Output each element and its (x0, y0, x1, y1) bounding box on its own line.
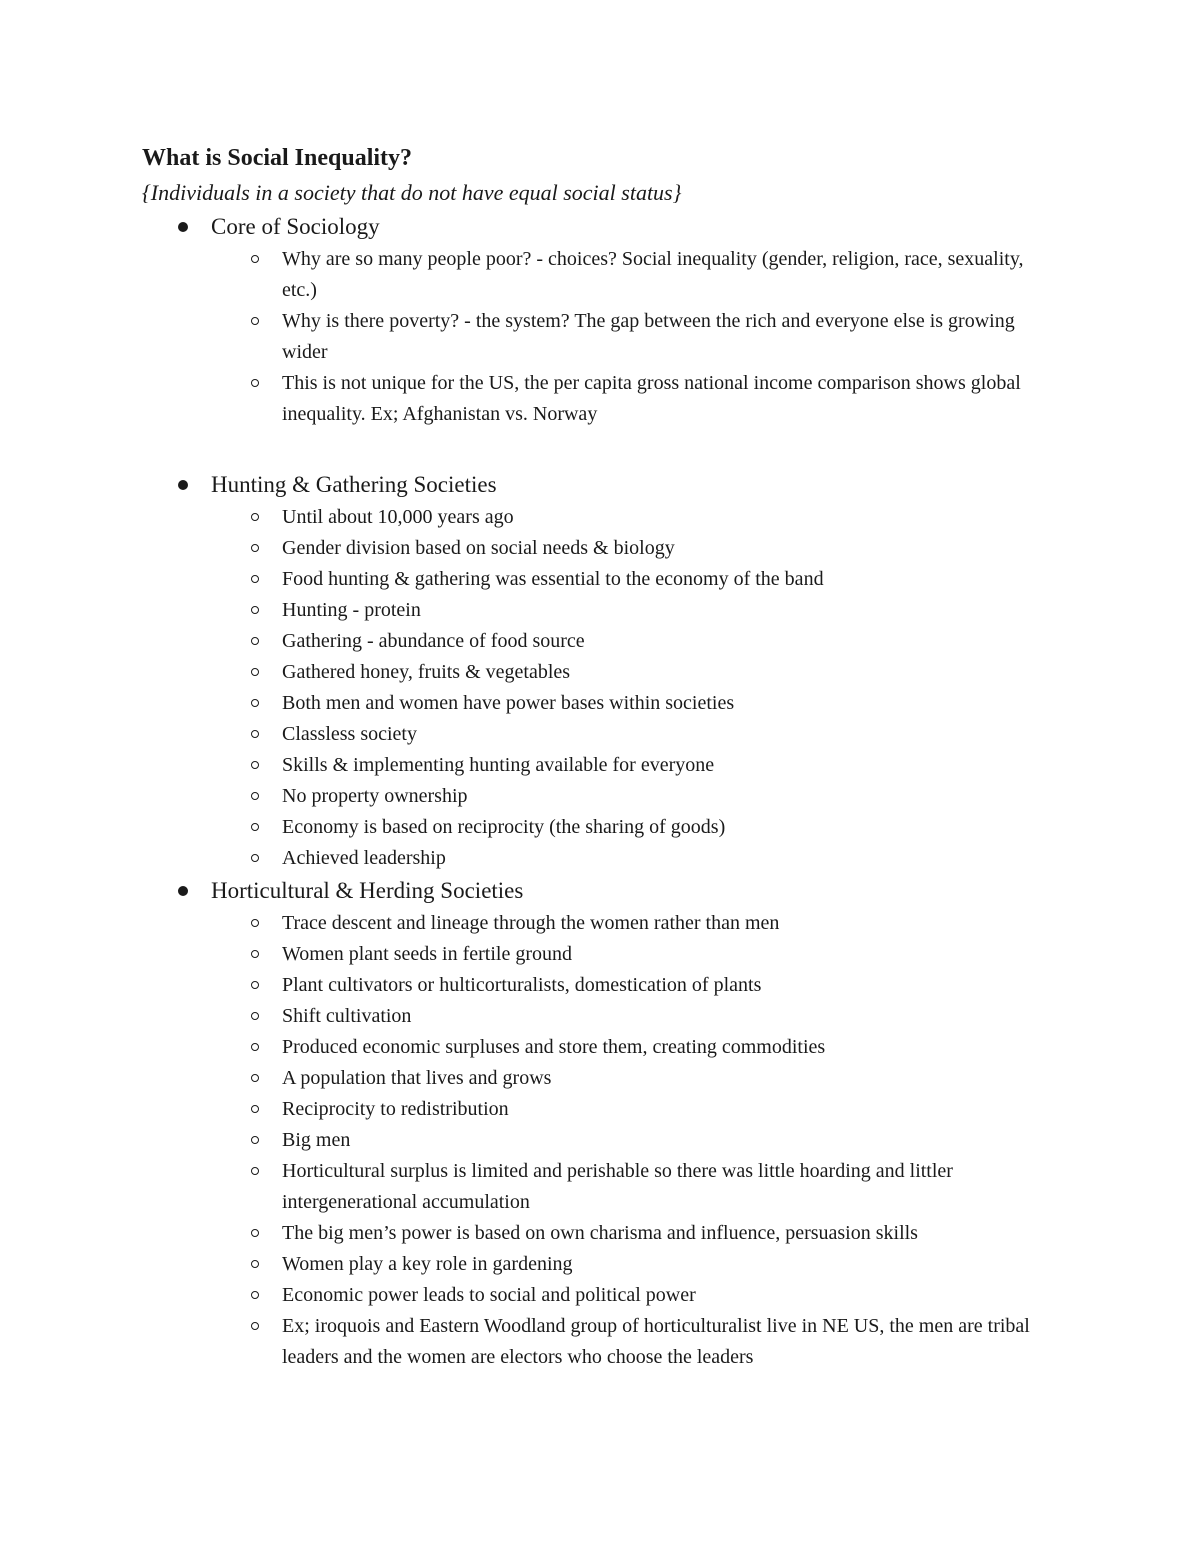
list-item-text: Food hunting & gathering was essential to the economy of the band (282, 568, 824, 590)
list-item-text: Achieved leadership (282, 847, 446, 869)
list-item-text: Skills & implementing hunting available for everyone (282, 754, 715, 776)
list-item-text: Horticultural surplus is limited and perishable so there was little hoarding and littler intergenerational accumulation (282, 1160, 953, 1213)
item-list (211, 908, 1062, 1373)
list-item (211, 939, 1062, 970)
hollow-bullet-icon (251, 575, 259, 583)
list-item (211, 502, 1062, 533)
list-item-text: Gender division based on social needs & biology (282, 537, 675, 559)
filled-bullet-icon (178, 222, 188, 232)
item-list (211, 244, 1062, 430)
list-item (211, 657, 1062, 688)
document-title: What is Social Inequality? (142, 145, 413, 171)
list-item-text: Why are so many people poor? - choices? Social inequality (gender, religion, race, sexuality, etc.) (282, 248, 1024, 301)
list-item (211, 1280, 1062, 1311)
hollow-bullet-icon (251, 606, 259, 614)
hollow-bullet-icon (251, 379, 259, 387)
hollow-bullet-icon (251, 317, 259, 325)
list-item (211, 781, 1062, 812)
list-item (211, 970, 1062, 1001)
hollow-bullet-icon (251, 1167, 259, 1175)
list-item (211, 1001, 1062, 1032)
list-item-text: Gathered honey, fruits & vegetables (282, 661, 571, 683)
list-item (211, 1125, 1062, 1156)
hollow-bullet-icon (251, 699, 259, 707)
hollow-bullet-icon (251, 854, 259, 862)
list-item (211, 843, 1062, 874)
section-title: Core of Sociology (211, 214, 380, 239)
hollow-bullet-icon (251, 919, 259, 927)
list-item-text: This is not unique for the US, the per capita gross national income comparison shows global inequality. Ex; Afghanistan vs. Norway (282, 372, 1021, 425)
section-list (142, 210, 1062, 1373)
list-item (211, 1249, 1062, 1280)
list-item (211, 306, 1062, 368)
list-item (211, 908, 1062, 939)
list-item-text: Economic power leads to social and political power (282, 1284, 696, 1306)
list-item-text: Big men (282, 1129, 351, 1151)
list-item-text: Shift cultivation (282, 1005, 412, 1027)
section-horticultural-herding (142, 874, 1062, 1373)
list-item (211, 812, 1062, 843)
hollow-bullet-icon (251, 1074, 259, 1082)
hollow-bullet-icon (251, 255, 259, 263)
list-item-text: Women play a key role in gardening (282, 1253, 573, 1275)
document-subtitle: {Individuals in a society that do not have equal social status} (142, 180, 682, 205)
list-item (211, 368, 1062, 430)
list-item (211, 533, 1062, 564)
list-item (211, 1156, 1062, 1218)
list-item-text: Until about 10,000 years ago (282, 506, 514, 528)
list-item-text: Why is there poverty? - the system? The gap between the rich and everyone else is growing wider (282, 310, 1015, 363)
hollow-bullet-icon (251, 1291, 259, 1299)
hollow-bullet-icon (251, 1260, 259, 1268)
list-item (211, 688, 1062, 719)
list-item (211, 1311, 1062, 1373)
list-item-text: Plant cultivators or hulticorturalists, domestication of plants (282, 974, 762, 996)
list-item-text: The big men’s power is based on own charisma and influence, persuasion skills (282, 1222, 918, 1244)
list-item-text: Economy is based on reciprocity (the sharing of goods) (282, 816, 726, 838)
list-item (211, 1063, 1062, 1094)
hollow-bullet-icon (251, 513, 259, 521)
hollow-bullet-icon (251, 981, 259, 989)
list-item (211, 1218, 1062, 1249)
section-title: Horticultural & Herding Societies (211, 878, 524, 903)
list-item (211, 719, 1062, 750)
hollow-bullet-icon (251, 1043, 259, 1051)
list-item-text: Gathering - abundance of food source (282, 630, 585, 652)
item-list (211, 502, 1062, 874)
section-hunting-gathering (142, 468, 1062, 874)
hollow-bullet-icon (251, 1136, 259, 1144)
document-content (142, 140, 1062, 1373)
list-item-text: Women plant seeds in fertile ground (282, 943, 572, 965)
list-item-text: Produced economic surpluses and store them, creating commodities (282, 1036, 826, 1058)
list-item-text: No property ownership (282, 785, 468, 807)
list-item (211, 1094, 1062, 1125)
list-item-text: Reciprocity to redistribution (282, 1098, 509, 1120)
hollow-bullet-icon (251, 668, 259, 676)
hollow-bullet-icon (251, 761, 259, 769)
list-item (211, 244, 1062, 306)
list-item-text: A population that lives and grows (282, 1067, 552, 1089)
hollow-bullet-icon (251, 1322, 259, 1330)
list-item (211, 750, 1062, 781)
hollow-bullet-icon (251, 730, 259, 738)
hollow-bullet-icon (251, 1012, 259, 1020)
filled-bullet-icon (178, 886, 188, 896)
list-item-text: Ex; iroquois and Eastern Woodland group of horticulturalist live in NE US, the men are tribal leaders and the women are electors who choose the leaders (282, 1315, 1030, 1368)
hollow-bullet-icon (251, 544, 259, 552)
section-title: Hunting & Gathering Societies (211, 472, 497, 497)
hollow-bullet-icon (251, 792, 259, 800)
hollow-bullet-icon (251, 637, 259, 645)
list-item (211, 595, 1062, 626)
hollow-bullet-icon (251, 1229, 259, 1237)
list-item-text: Trace descent and lineage through the women rather than men (282, 912, 780, 934)
list-item-text: Both men and women have power bases within societies (282, 692, 735, 714)
hollow-bullet-icon (251, 1105, 259, 1113)
filled-bullet-icon (178, 480, 188, 490)
list-item (211, 564, 1062, 595)
section-core-of-sociology (142, 210, 1062, 430)
list-item (211, 626, 1062, 657)
list-item-text: Classless society (282, 723, 417, 745)
list-item-text: Hunting - protein (282, 599, 421, 621)
hollow-bullet-icon (251, 950, 259, 958)
list-item (211, 1032, 1062, 1063)
hollow-bullet-icon (251, 823, 259, 831)
